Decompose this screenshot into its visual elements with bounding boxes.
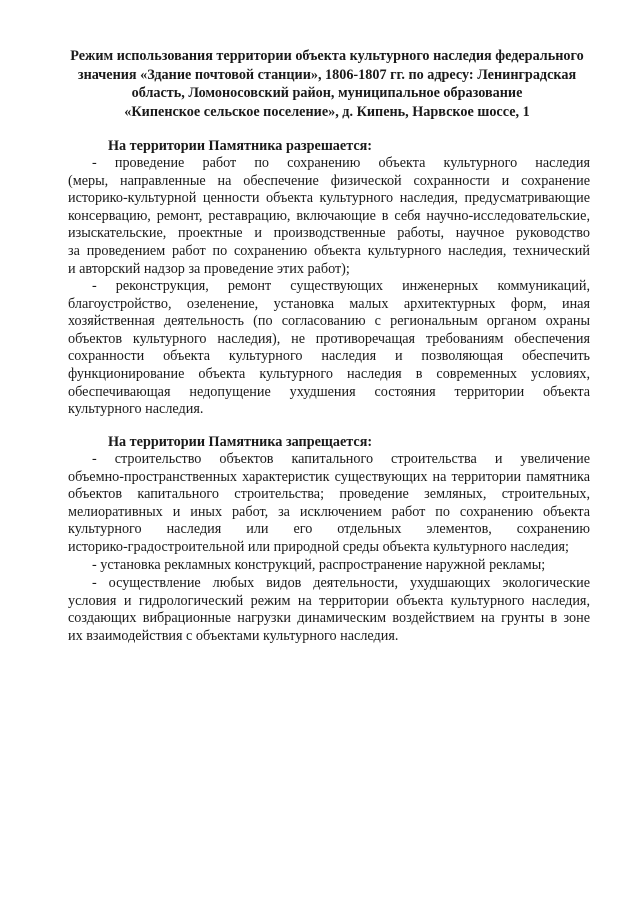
text-line: историко-градостроительной или природной среды объекта культурного наследия;	[68, 538, 569, 555]
text-line: культурного наследия.	[68, 401, 204, 418]
text-line: историко-культурной ценности объекта культурного наследия, предусматривающие	[68, 190, 590, 207]
text-line: изыскательские, проектные и производственные работы, научное руководство	[68, 225, 590, 242]
text-line: обеспечивающая недопущение ухудшения состояния территории объекта	[68, 383, 590, 400]
text-line: объемно-пространственных характеристик существующих на территории памятника	[68, 468, 590, 485]
text-line: хозяйственная деятельность (по согласованию с региональным органом охраны	[68, 313, 590, 330]
text-line: создающих вибрационные нагрузки динамическим воздействием на грунты в зоне	[68, 610, 590, 627]
text-line: - строительство объектов капитального строительства и увеличение	[92, 451, 590, 467]
title-line: область, Ломоносовский район, муниципальное образование	[131, 85, 523, 102]
title-line: значения «Здание почтовой станции», 1806-1807 гг. по адресу: Ленинградская	[77, 66, 577, 83]
text-line: - осуществление любых видов деятельности, ухудшающих экологические	[92, 575, 590, 591]
text-line: их взаимодействия с объектами культурного наследия.	[68, 627, 399, 644]
text-line: - проведение работ по сохранению объекта культурного наследия	[92, 155, 590, 171]
text-line: условия и гидрологический режим на территории объекта культурного наследия,	[68, 592, 590, 609]
text-line: мелиоративных и иных работ, за исключением работ по сохранению объекта	[68, 503, 590, 520]
prohibited-item-1	[68, 451, 590, 557]
text-line: культурного наследия или его отдельных элементов, сохранению	[68, 521, 590, 538]
text-line: объектов культурного наследия), не противоречащая требованиям обеспечения	[68, 330, 590, 347]
text-line: консервацию, ремонт, реставрацию, включающие в себя научно-исследовательские,	[68, 207, 590, 224]
permitted-heading: На территории Памятника разрешается:	[108, 138, 373, 154]
document-title	[62, 47, 592, 121]
permitted-item-1	[68, 155, 590, 278]
text-line: и авторский надзор за проведение этих работ);	[68, 260, 350, 277]
text-line: - реконструкция, ремонт существующих инженерных коммуникаций,	[92, 278, 590, 294]
title-line: «Кипенское сельское поселение», д. Кипень, Нарвское шоссе, 1	[124, 103, 530, 120]
prohibited-heading: На территории Памятника запрещается:	[108, 434, 373, 450]
text-line: - установка рекламных конструкций, распространение наружной рекламы;	[92, 557, 546, 573]
permitted-item-2	[68, 278, 590, 419]
prohibited-item-3	[68, 575, 590, 645]
text-line: сохранности объекта культурного наследия и позволяющая обеспечить	[68, 348, 590, 365]
text-line: благоустройство, озеленение, установка малых архитектурных форм, иная	[68, 295, 590, 312]
text-line: объектов капитального строительства; проведение земляных, строительных,	[68, 486, 590, 503]
text-line: за проведением работ по сохранению объекта культурного наследия, технический	[68, 242, 590, 259]
prohibited-item-2	[68, 557, 590, 575]
text-line: (меры, направленные на обеспечение физической сохранности и сохранение	[68, 172, 590, 189]
title-line: Режим использования территории объекта культурного наследия федерального	[70, 48, 584, 64]
text-line: функционирование объекта культурного наследия в современных условиях,	[68, 365, 590, 382]
